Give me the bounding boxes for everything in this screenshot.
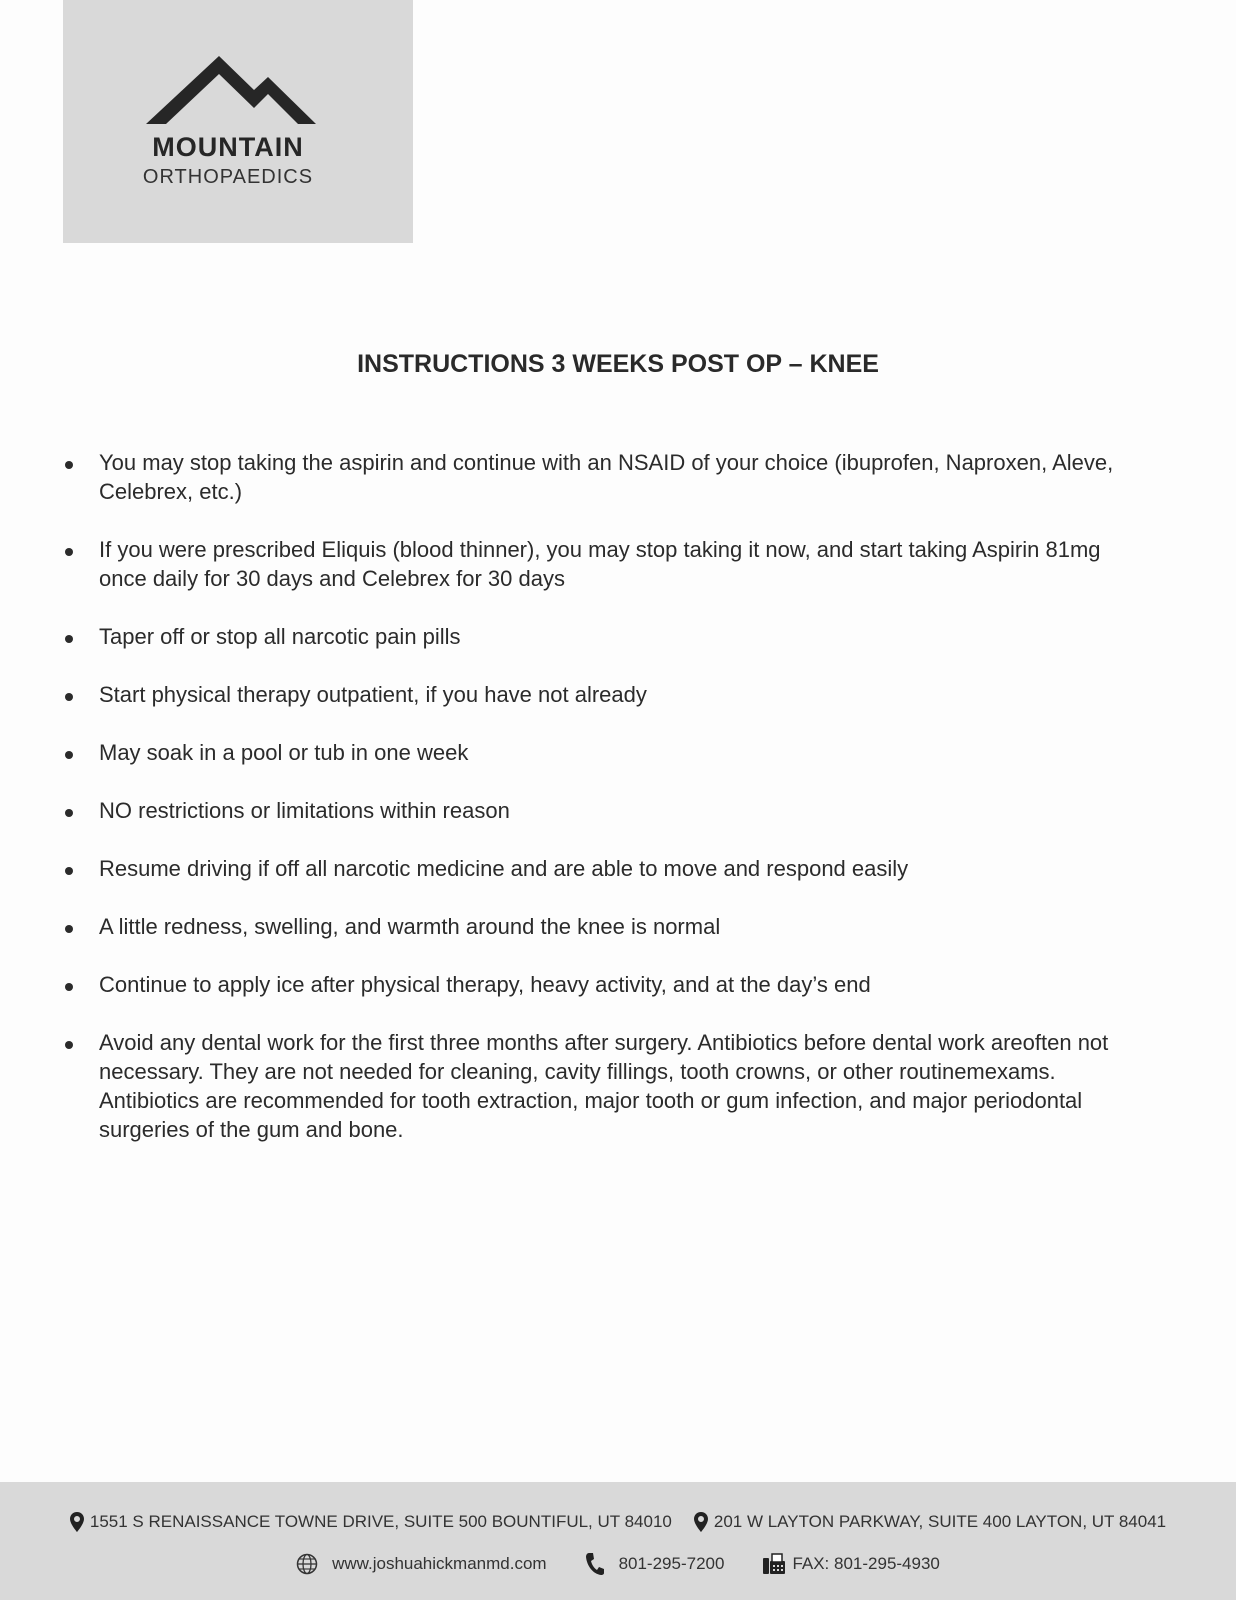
fax-icon <box>762 1553 786 1575</box>
footer-addresses <box>0 1512 1236 1532</box>
list-item-text: A little redness, swelling, and warmth around the knee is normal <box>99 914 721 939</box>
list-item-text: Avoid any dental work for the first three months after surgery. Antibiotics before dental work areoften not necessary. They are not needed for cleaning, cavity fillings, tooth crowns, or other routinemexams. Antibiotics are recommended for tooth extraction, major tooth or gum infection, and major periodontal surgeries of the gum and bone. <box>99 1030 1109 1142</box>
footer-contacts <box>0 1552 1236 1576</box>
list-item-text: May soak in a pool or tub in one week <box>99 740 469 765</box>
list-item-text: Start physical therapy outpatient, if you have not already <box>99 682 647 707</box>
bullet-icon <box>65 693 73 701</box>
instructions-list <box>62 448 1142 1173</box>
list-item-text: NO restrictions or limitations within reason <box>99 798 510 823</box>
footer-phone <box>585 1552 725 1576</box>
mountain-logo-icon <box>146 52 316 127</box>
list-item-text: Resume driving if off all narcotic medicine and are able to move and respond easily <box>99 856 909 881</box>
list-item <box>62 796 1142 825</box>
phone-icon <box>585 1552 605 1576</box>
phone-number: 801-295-7200 <box>618 1554 725 1573</box>
list-item-text: Taper off or stop all narcotic pain pills <box>99 624 461 649</box>
fax-number: FAX: 801-295-4930 <box>792 1554 940 1573</box>
bullet-icon <box>65 635 73 643</box>
list-item <box>62 535 1142 593</box>
location-pin-icon <box>70 1512 84 1532</box>
list-item <box>62 738 1142 767</box>
list-item <box>62 622 1142 651</box>
bullet-icon <box>65 867 73 875</box>
list-item <box>62 970 1142 999</box>
list-item <box>62 680 1142 709</box>
website-link[interactable]: www.joshuahickmanmd.com <box>332 1554 547 1573</box>
footer-website[interactable] <box>296 1553 546 1575</box>
globe-icon <box>296 1553 318 1575</box>
logo-line2: ORTHOPAEDICS <box>142 166 314 188</box>
list-item <box>62 1028 1142 1144</box>
footer-fax <box>762 1553 939 1575</box>
bullet-icon <box>65 809 73 817</box>
footer-address-bountiful <box>70 1512 672 1532</box>
bullet-icon <box>65 1041 73 1049</box>
bullet-icon <box>65 751 73 759</box>
list-item <box>62 854 1142 883</box>
list-item-text: You may stop taking the aspirin and continue with an NSAID of your choice (ibuprofen, Naproxen, Aleve, Celebrex, etc.) <box>99 450 1114 504</box>
footer-address-layton <box>694 1512 1166 1532</box>
bullet-icon <box>65 548 73 556</box>
location-pin-icon <box>694 1512 708 1532</box>
logo-line1: MOUNTAIN <box>152 132 304 162</box>
list-item-text: If you were prescribed Eliquis (blood thinner), you may stop taking it now, and start taking Aspirin 81mg once daily for 30 days and Celebrex for 30 days <box>99 537 1101 591</box>
footer <box>0 1482 1236 1600</box>
bullet-icon <box>65 925 73 933</box>
page-title: INSTRUCTIONS 3 WEEKS POST OP – KNEE <box>357 350 879 378</box>
address2: 201 W LAYTON PARKWAY, SUITE 400 LAYTON, UT 84041 <box>713 1512 1167 1531</box>
address1: 1551 S RENAISSANCE TOWNE DRIVE, SUITE 500 BOUNTIFUL, UT 84010 <box>89 1512 672 1531</box>
bullet-icon <box>65 461 73 469</box>
list-item <box>62 448 1142 506</box>
list-item <box>62 912 1142 941</box>
list-item-text: Continue to apply ice after physical therapy, heavy activity, and at the day’s end <box>99 972 871 997</box>
bullet-icon <box>65 983 73 991</box>
logo <box>63 0 413 243</box>
